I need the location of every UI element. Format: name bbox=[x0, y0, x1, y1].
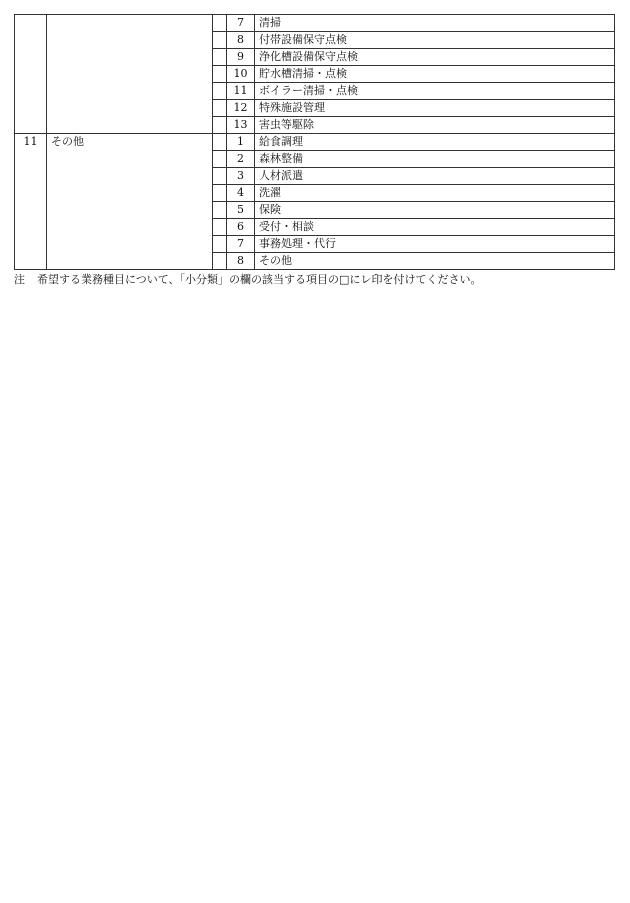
checkbox-cell[interactable] bbox=[213, 83, 227, 100]
subcategory-label: 保険 bbox=[255, 202, 615, 219]
category-name: その他 bbox=[47, 134, 213, 270]
subcategory-number: 11 bbox=[227, 83, 255, 100]
table-row bbox=[15, 15, 615, 32]
footnote bbox=[14, 272, 614, 288]
subcategory-label: 貯水槽清掃・点検 bbox=[255, 66, 615, 83]
subcategory-label: 給食調理 bbox=[255, 134, 615, 151]
checkbox-cell[interactable] bbox=[213, 32, 227, 49]
subcategory-number: 10 bbox=[227, 66, 255, 83]
subcategory-number: 6 bbox=[227, 219, 255, 236]
subcategory-label: 浄化槽設備保守点検 bbox=[255, 49, 615, 66]
subcategory-number: 8 bbox=[227, 253, 255, 270]
subcategory-number: 2 bbox=[227, 151, 255, 168]
subcategory-label: 害虫等駆除 bbox=[255, 117, 615, 134]
subcategory-label: 森林整備 bbox=[255, 151, 615, 168]
checkbox-cell[interactable] bbox=[213, 117, 227, 134]
subcategory-label: 付帯設備保守点検 bbox=[255, 32, 615, 49]
checkbox-cell[interactable] bbox=[213, 100, 227, 117]
checkbox-cell[interactable] bbox=[213, 236, 227, 253]
category-number: 11 bbox=[15, 134, 47, 270]
checkbox-cell[interactable] bbox=[213, 151, 227, 168]
checkbox-cell[interactable] bbox=[213, 15, 227, 32]
checkbox-cell[interactable] bbox=[213, 49, 227, 66]
subcategory-label: 洗濯 bbox=[255, 185, 615, 202]
footnote-text: 希望する業務種目について、「小分類」の欄の該当する項目の□にレ印を付けてください。 bbox=[37, 273, 482, 286]
subcategory-label: その他 bbox=[255, 253, 615, 270]
subcategory-number: 1 bbox=[227, 134, 255, 151]
subcategory-number: 7 bbox=[227, 236, 255, 253]
checkbox-cell[interactable] bbox=[213, 219, 227, 236]
subcategory-label: 清掃 bbox=[255, 15, 615, 32]
subcategory-label: ボイラー清掃・点検 bbox=[255, 83, 615, 100]
checkbox-cell[interactable] bbox=[213, 253, 227, 270]
subcategory-label: 受付・相談 bbox=[255, 219, 615, 236]
subcategory-number: 5 bbox=[227, 202, 255, 219]
subcategory-label: 特殊施設管理 bbox=[255, 100, 615, 117]
subcategory-number: 3 bbox=[227, 168, 255, 185]
subcategory-number: 9 bbox=[227, 49, 255, 66]
subcategory-number: 4 bbox=[227, 185, 255, 202]
footnote-mark: 注 bbox=[14, 273, 25, 286]
subcategory-number: 13 bbox=[227, 117, 255, 134]
business-category-table bbox=[14, 14, 615, 270]
checkbox-cell[interactable] bbox=[213, 168, 227, 185]
prev-category-name-cell bbox=[47, 15, 213, 134]
subcategory-number: 7 bbox=[227, 15, 255, 32]
checkbox-cell[interactable] bbox=[213, 202, 227, 219]
subcategory-label: 事務処理・代行 bbox=[255, 236, 615, 253]
subcategory-number: 12 bbox=[227, 100, 255, 117]
subcategory-number: 8 bbox=[227, 32, 255, 49]
subcategory-label: 人材派遣 bbox=[255, 168, 615, 185]
prev-category-number-cell bbox=[15, 15, 47, 134]
checkbox-cell[interactable] bbox=[213, 134, 227, 151]
checkbox-cell[interactable] bbox=[213, 66, 227, 83]
table-row bbox=[15, 134, 615, 151]
checkbox-cell[interactable] bbox=[213, 185, 227, 202]
